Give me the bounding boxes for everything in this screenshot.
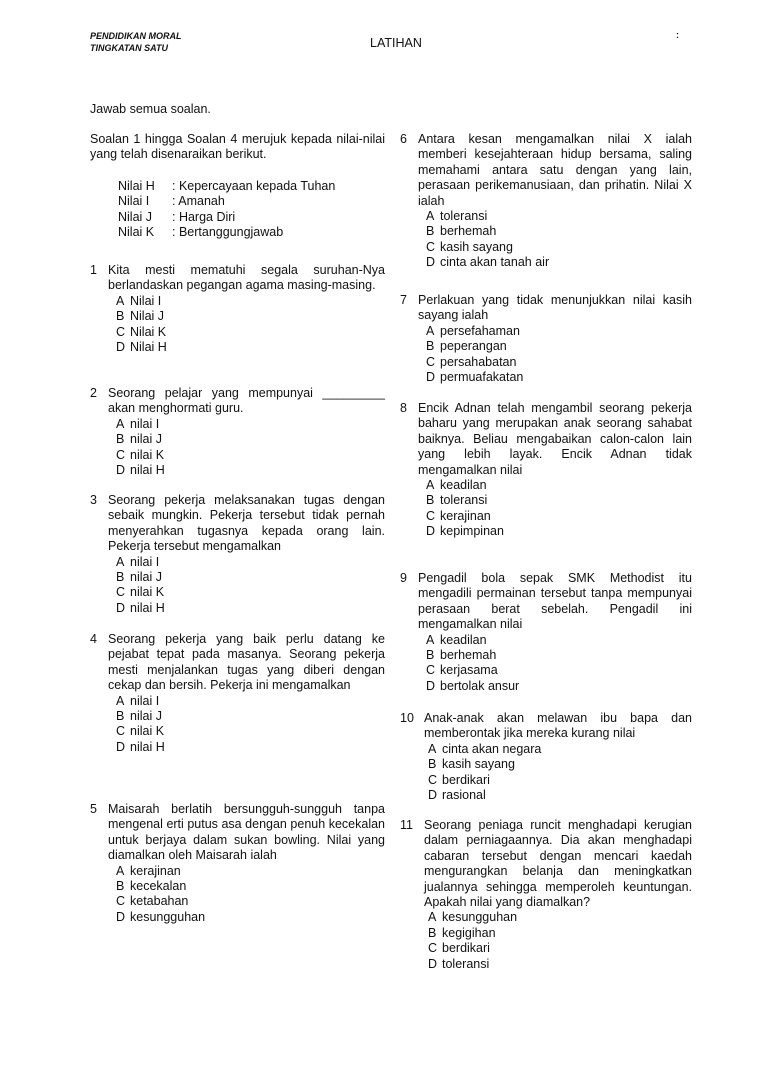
- question-number: 9: [400, 571, 407, 585]
- option-letter: D: [428, 788, 438, 803]
- options: [428, 742, 692, 804]
- option-text: peperangan: [440, 339, 507, 354]
- option-text: Nilai I: [130, 293, 162, 308]
- option-letter: C: [116, 724, 126, 739]
- option-text: keadilan: [440, 478, 487, 493]
- question-5: [90, 802, 385, 925]
- option-text: Nilai H: [130, 340, 167, 355]
- option: [116, 601, 385, 616]
- option-text: nilai I: [130, 416, 160, 431]
- option: [116, 309, 385, 324]
- option-letter: C: [428, 772, 438, 787]
- option-text: nilai I: [130, 693, 160, 708]
- option: [426, 633, 692, 648]
- option: [116, 448, 385, 463]
- question-11: [400, 818, 692, 972]
- option: [426, 370, 692, 385]
- question-2: [90, 386, 385, 478]
- question-stem: Seorang pekerja yang baik perlu datang ke pejabat tepat pada masanya. Seorang pekerja mesti menjalankan tugas yang diberi dengan cekap dan bersih. Pekerja ini mengamalkan: [108, 632, 385, 693]
- value-desc: : Harga Diri: [172, 209, 236, 224]
- value-key: Nilai K: [118, 225, 155, 240]
- question-stem: Maisarah berlatih bersungguh-sungguh tanpa mengenal erti putus asa dengan penuh kecekalan untuk berjaya dalam sukan bowling. Nilai yang diamalkan oleh Maisarah ialah: [108, 802, 385, 863]
- option-letter: B: [426, 493, 435, 508]
- option-text: nilai H: [130, 463, 165, 478]
- question-stem: Perlakuan yang tidak menunjukkan nilai kasih sayang ialah: [418, 293, 692, 323]
- option: [426, 524, 692, 539]
- option: [116, 864, 385, 879]
- question-10: [400, 711, 692, 803]
- option: [116, 585, 385, 600]
- value-key: Nilai H: [118, 179, 155, 193]
- options: [426, 633, 692, 695]
- option: [428, 910, 692, 925]
- option-letter: D: [116, 340, 126, 355]
- option-text: berdikari: [442, 941, 490, 956]
- option: [428, 773, 692, 788]
- option: [428, 788, 692, 803]
- option-letter: B: [426, 648, 435, 663]
- option: [116, 740, 385, 755]
- option: [116, 417, 385, 432]
- option-text: toleransi: [440, 493, 488, 508]
- option-letter: D: [426, 255, 436, 270]
- options: [116, 555, 385, 617]
- option: [116, 570, 385, 585]
- option-text: kecekalan: [130, 879, 187, 894]
- header-colon: :: [676, 30, 679, 40]
- option-text: nilai J: [130, 570, 162, 585]
- question-number: 11: [400, 818, 413, 832]
- option-letter: D: [426, 370, 436, 385]
- option-text: nilai K: [130, 724, 165, 739]
- page-title: LATIHAN: [370, 36, 422, 50]
- option-text: ketabahan: [130, 894, 189, 909]
- option: [426, 324, 692, 339]
- option-text: permuafakatan: [440, 370, 524, 385]
- options: [426, 478, 692, 540]
- option-letter: A: [116, 693, 125, 708]
- option: [116, 879, 385, 894]
- option-text: kerajinan: [130, 863, 181, 878]
- question-stem: Seorang peniaga runcit menghadapi kerugian dalam perniagaannya. Dia akan menghadapi cabaran tersebut dengan mencari kaedah mengurangkan belanja dan meningkatkan jualannya sehingga memperoleh keuntungan. Apakah nilai yang diamalkan?: [424, 818, 692, 910]
- question-stem: Pengadil bola sepak SMK Methodist itu mengadili permainan tersebut tanpa mempunyai perasaan berat sebelah. Pengadil ini mengamalkan nilai: [418, 571, 692, 632]
- option-text: berhemah: [440, 648, 497, 663]
- option-letter: C: [426, 663, 436, 678]
- option-letter: D: [116, 600, 126, 615]
- question-4: [90, 632, 385, 755]
- question-number: 7: [400, 293, 407, 307]
- option-letter: C: [426, 354, 436, 369]
- option: [426, 240, 692, 255]
- option: [428, 941, 692, 956]
- question-8: [400, 401, 692, 540]
- option-text: persefahaman: [440, 323, 520, 338]
- option-letter: D: [426, 678, 436, 693]
- option-letter: A: [428, 910, 437, 925]
- option: [426, 355, 692, 370]
- option-text: nilai H: [130, 739, 165, 754]
- option-letter: A: [426, 478, 435, 493]
- option-text: berdikari: [442, 772, 490, 787]
- option-text: berhemah: [440, 224, 497, 239]
- option: [426, 255, 692, 270]
- option: [428, 757, 692, 772]
- option-letter: B: [116, 879, 125, 894]
- value-row: [118, 210, 335, 225]
- option: [426, 209, 692, 224]
- question-number: 4: [90, 632, 97, 646]
- question-9: [400, 571, 692, 694]
- option: [426, 493, 692, 508]
- intro-text: Soalan 1 hingga Soalan 4 merujuk kepada nilai-nilai yang telah disenaraikan berikut.: [90, 132, 385, 162]
- option: [428, 957, 692, 972]
- question-number: 10: [400, 711, 414, 725]
- option: [116, 432, 385, 447]
- option-letter: B: [426, 339, 435, 354]
- option: [116, 709, 385, 724]
- question-stem: Antara kesan mengamalkan nilai X ialah memberi kesejahteraan hidup bersama, saling memahami antara satu dengan yang lain, perasaan perikemanusiaan, dan prihatin. Nilai X ialah: [418, 132, 692, 208]
- option: [116, 694, 385, 709]
- option-letter: C: [428, 941, 438, 956]
- option: [116, 910, 385, 925]
- question-3: [90, 493, 385, 616]
- option-text: kepimpinan: [440, 524, 504, 539]
- option-text: bertolak ansur: [440, 678, 520, 693]
- option-text: nilai J: [130, 709, 162, 724]
- option-letter: B: [428, 925, 437, 940]
- options: [116, 864, 385, 926]
- option-letter: D: [426, 524, 436, 539]
- option-text: kesungguhan: [130, 909, 206, 924]
- options: [116, 694, 385, 756]
- option-letter: B: [428, 757, 437, 772]
- option: [426, 478, 692, 493]
- option-text: Nilai J: [130, 309, 165, 324]
- header-level: TINGKATAN SATU: [90, 43, 168, 53]
- option: [116, 463, 385, 478]
- option: [116, 340, 385, 355]
- question-number: 3: [90, 493, 97, 507]
- option: [428, 926, 692, 941]
- option-text: nilai H: [130, 600, 165, 615]
- option: [426, 339, 692, 354]
- option-text: nilai K: [130, 447, 165, 462]
- question-6: [400, 132, 692, 271]
- option-letter: B: [116, 709, 125, 724]
- option-text: rasional: [442, 788, 486, 803]
- option-letter: A: [426, 209, 435, 224]
- option-letter: C: [116, 447, 126, 462]
- question-stem: Seorang pelajar yang mempunyai _________ akan menghormati guru.: [108, 386, 385, 416]
- option-text: cinta akan tanah air: [440, 255, 550, 270]
- option-text: nilai I: [130, 554, 160, 569]
- option-letter: D: [116, 909, 126, 924]
- option: [426, 679, 692, 694]
- value-desc: : Amanah: [172, 194, 225, 209]
- option-letter: A: [426, 632, 435, 647]
- option: [426, 663, 692, 678]
- option-text: nilai K: [130, 585, 165, 600]
- question-number: 2: [90, 386, 97, 400]
- option-letter: A: [116, 416, 125, 431]
- option-letter: B: [116, 432, 125, 447]
- option-letter: C: [426, 508, 436, 523]
- option-text: Nilai K: [130, 324, 167, 339]
- option-text: cinta akan negara: [442, 741, 542, 756]
- option-text: kasih sayang: [442, 757, 515, 772]
- question-number: 1: [90, 263, 97, 277]
- question-number: 8: [400, 401, 407, 415]
- question-number: 5: [90, 802, 97, 816]
- option: [116, 555, 385, 570]
- option-text: keadilan: [440, 632, 487, 647]
- value-row: [118, 179, 335, 194]
- option: [116, 325, 385, 340]
- value-row: [118, 225, 335, 240]
- question-stem: Anak-anak akan melawan ibu bapa dan memberontak jika mereka kurang nilai: [424, 711, 692, 741]
- header-subject: PENDIDIKAN MORAL: [90, 31, 182, 41]
- header-subject-block: [90, 30, 182, 54]
- value-desc: : Kepercayaan kepada Tuhan: [172, 179, 336, 193]
- option-letter: A: [116, 293, 125, 308]
- option-text: persahabatan: [440, 354, 517, 369]
- option-text: toleransi: [440, 209, 488, 224]
- values-list: [118, 179, 335, 241]
- option-letter: C: [426, 239, 436, 254]
- options: [116, 294, 385, 356]
- value-key: Nilai J: [118, 209, 153, 224]
- option-letter: D: [116, 463, 126, 478]
- options: [426, 209, 692, 271]
- option-letter: A: [116, 554, 125, 569]
- question-stem: Kita mesti mematuhi segala suruhan-Nya berlandaskan pegangan agama masing-masing.: [108, 263, 385, 293]
- option-letter: C: [116, 585, 126, 600]
- option-text: nilai J: [130, 432, 162, 447]
- option: [428, 742, 692, 757]
- option-letter: B: [116, 309, 125, 324]
- options: [428, 910, 692, 972]
- question-stem: Encik Adnan telah mengambil seorang pekerja baharu yang merupakan anak seorang sahabat baiknya. Beliau mengabaikan calon-calon lain yang lebih layak. Encik Adnan tidak mengamalkan nilai: [418, 401, 692, 477]
- option-text: toleransi: [442, 956, 490, 971]
- option: [426, 509, 692, 524]
- option-letter: B: [426, 224, 435, 239]
- value-row: [118, 194, 335, 209]
- option: [116, 724, 385, 739]
- option: [426, 224, 692, 239]
- option-text: kerjasama: [440, 663, 498, 678]
- question-number: 6: [400, 132, 407, 146]
- question-stem: Seorang pekerja melaksanakan tugas dengan sebaik mungkin. Pekerja tersebut tidak pernah menyerahkan tugasnya kepada orang lain. Pekerja tersebut mengamalkan: [108, 493, 385, 554]
- option: [116, 894, 385, 909]
- option-letter: D: [428, 956, 438, 971]
- question-1: [90, 263, 385, 355]
- options: [116, 417, 385, 479]
- value-key: Nilai I: [118, 194, 150, 209]
- option-letter: A: [426, 323, 435, 338]
- option-letter: C: [116, 894, 126, 909]
- value-desc: : Bertanggungjawab: [172, 225, 284, 240]
- option-text: kesungguhan: [442, 910, 518, 925]
- instruction: Jawab semua soalan.: [90, 102, 211, 116]
- option-letter: B: [116, 570, 125, 585]
- options: [426, 324, 692, 386]
- question-7: [400, 293, 692, 385]
- option: [426, 648, 692, 663]
- option-letter: D: [116, 739, 126, 754]
- option-text: kegigihan: [442, 925, 496, 940]
- option-letter: A: [428, 741, 437, 756]
- option-text: kerajinan: [440, 508, 491, 523]
- option-letter: C: [116, 324, 126, 339]
- option-text: kasih sayang: [440, 239, 513, 254]
- option: [116, 294, 385, 309]
- option-letter: A: [116, 863, 125, 878]
